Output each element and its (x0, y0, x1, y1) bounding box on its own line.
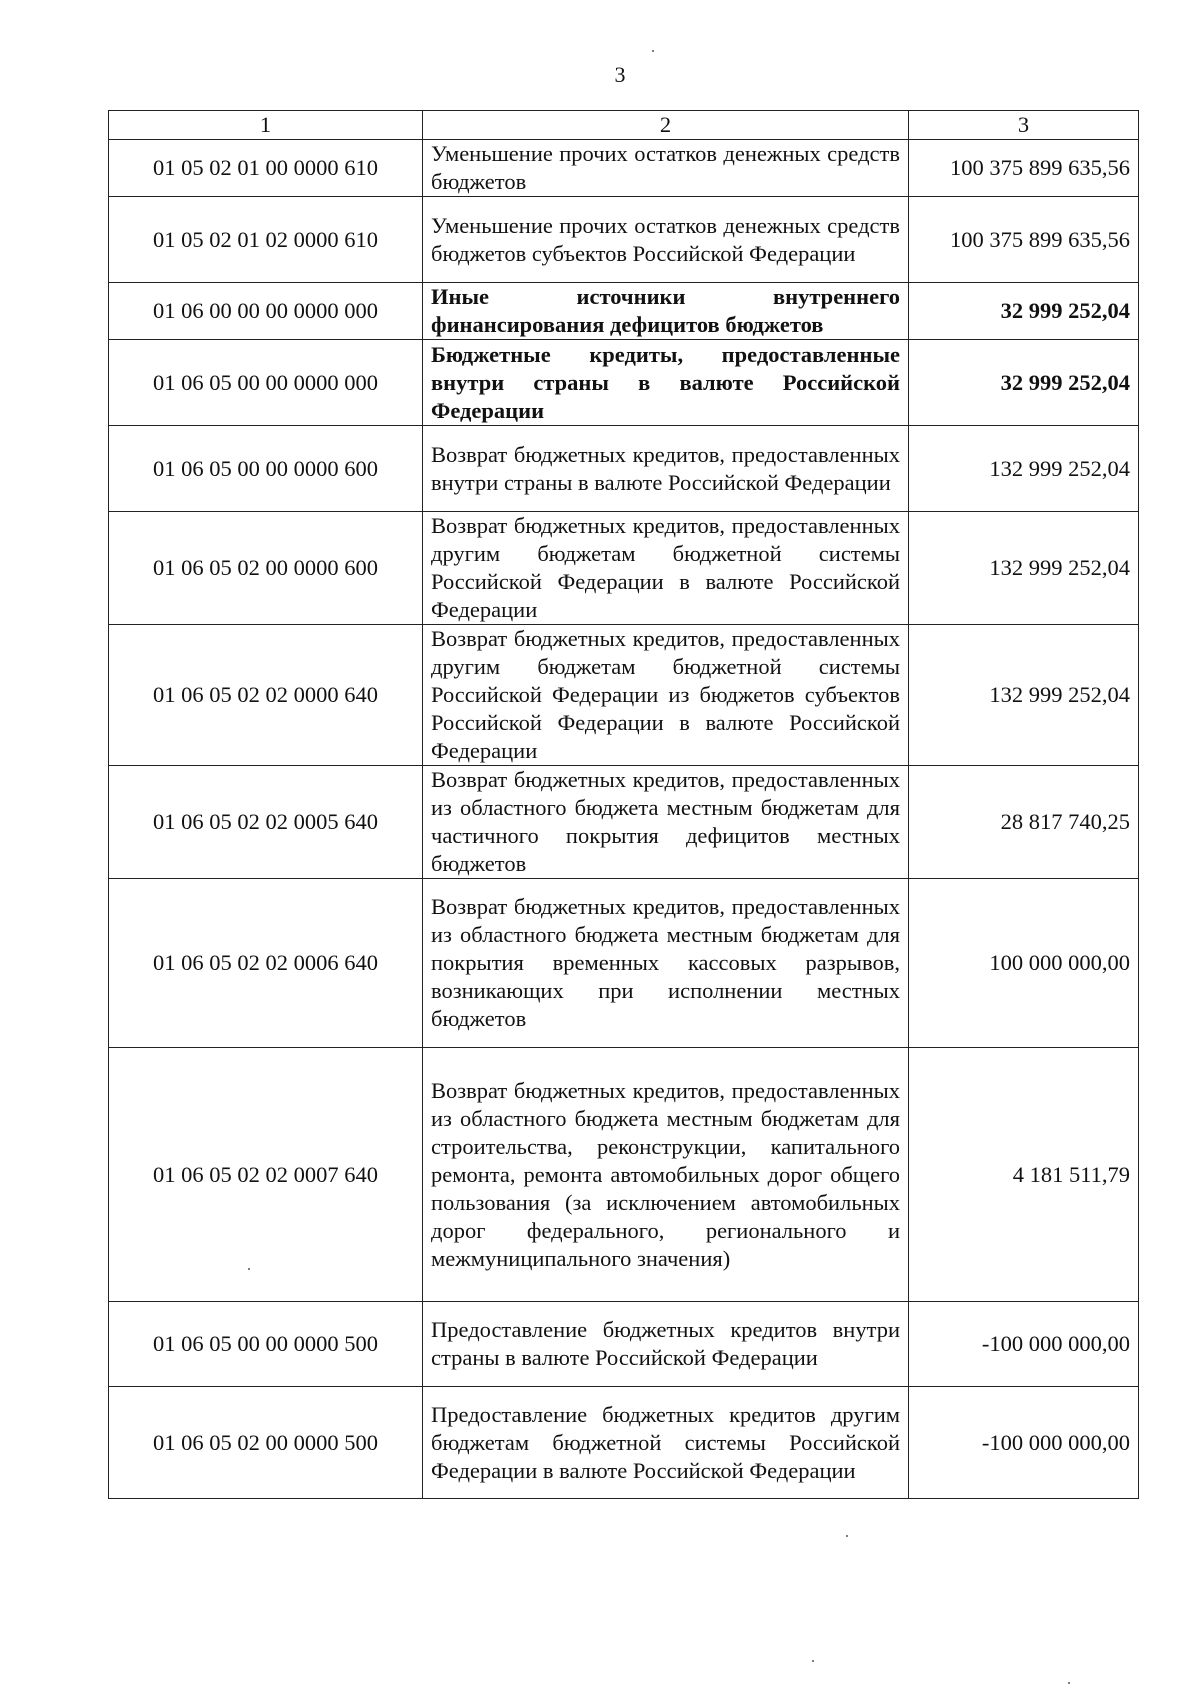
row-amount: 32 999 252,04 (909, 283, 1139, 340)
row-amount: 100 375 899 635,56 (909, 197, 1139, 283)
row-amount: 100 000 000,00 (909, 879, 1139, 1048)
row-name: Предоставление бюджетных кредитов внутри страны в валюте Российской Федерации (423, 1302, 909, 1387)
row-code: 01 05 02 01 00 0000 610 (109, 140, 423, 197)
row-name: Возврат бюджетных кредитов, предоставленных из областного бюджета местным бюджетам для частичного покрытия дефицитов местных бюджетов (423, 766, 909, 879)
table-row (109, 340, 1139, 426)
table-row (109, 766, 1139, 879)
table-row (109, 426, 1139, 512)
row-amount: 132 999 252,04 (909, 625, 1139, 766)
column-header-code: 1 (109, 111, 423, 140)
table-row (109, 283, 1139, 340)
table-row (109, 879, 1139, 1048)
page-number: 3 (614, 62, 626, 87)
row-code: 01 06 05 02 02 0000 640 (109, 625, 423, 766)
row-code: 01 06 05 00 00 0000 600 (109, 426, 423, 512)
table-header-row (109, 111, 1139, 140)
scan-speck (248, 1268, 250, 1270)
row-amount: 4 181 511,79 (909, 1048, 1139, 1302)
table-row (109, 197, 1139, 283)
row-name: Возврат бюджетных кредитов, предоставленных другим бюджетам бюджетной системы Российской Федерации из бюджетов субъектов Российской Федерации в валюте Российской Федерации (423, 625, 909, 766)
table-row (109, 512, 1139, 625)
row-code: 01 06 05 02 02 0007 640 (109, 1048, 423, 1302)
table-row (109, 140, 1139, 197)
row-code: 01 06 05 02 00 0000 500 (109, 1387, 423, 1499)
scan-speck (846, 1535, 848, 1537)
row-amount: 132 999 252,04 (909, 426, 1139, 512)
column-header-amount: 3 (909, 111, 1139, 140)
row-code: 01 06 00 00 00 0000 000 (109, 283, 423, 340)
row-name: Предоставление бюджетных кредитов другим бюджетам бюджетной системы Российской Федерации в валюте Российской Федерации (423, 1387, 909, 1499)
row-amount: -100 000 000,00 (909, 1387, 1139, 1499)
scan-speck (1068, 1682, 1070, 1684)
row-code: 01 06 05 02 00 0000 600 (109, 512, 423, 625)
table-row (109, 1048, 1139, 1302)
table-row (109, 1387, 1139, 1499)
row-code: 01 06 05 02 02 0005 640 (109, 766, 423, 879)
row-amount: 32 999 252,04 (909, 340, 1139, 426)
row-amount: 100 375 899 635,56 (909, 140, 1139, 197)
row-name: Бюджетные кредиты, предоставленные внутри страны в валюте Российской Федерации (423, 340, 909, 426)
row-code: 01 06 05 02 02 0006 640 (109, 879, 423, 1048)
scan-speck (652, 50, 654, 52)
row-name: Возврат бюджетных кредитов, предоставленных из областного бюджета местным бюджетам для строительства, реконструкции, капитального ремонта, ремонта автомобильных дорог общего пользования (за исключением автомобильных дорог федерального, регионального и межмуниципального значения) (423, 1048, 909, 1302)
row-name: Уменьшение прочих остатков денежных средств бюджетов субъектов Российской Федерации (423, 197, 909, 283)
row-code: 01 06 05 00 00 0000 000 (109, 340, 423, 426)
row-code: 01 06 05 00 00 0000 500 (109, 1302, 423, 1387)
row-name: Иные источники внутреннего финансирования дефицитов бюджетов (423, 283, 909, 340)
row-name: Возврат бюджетных кредитов, предоставленных другим бюджетам бюджетной системы Российской Федерации в валюте Российской Федерации (423, 512, 909, 625)
table-row (109, 1302, 1139, 1387)
row-amount: 28 817 740,25 (909, 766, 1139, 879)
scan-speck (812, 1660, 814, 1662)
row-name: Уменьшение прочих остатков денежных средств бюджетов (423, 140, 909, 197)
row-name: Возврат бюджетных кредитов, предоставленных внутри страны в валюте Российской Федерации (423, 426, 909, 512)
row-code: 01 05 02 01 02 0000 610 (109, 197, 423, 283)
column-header-name: 2 (423, 111, 909, 140)
row-amount: -100 000 000,00 (909, 1302, 1139, 1387)
row-name: Возврат бюджетных кредитов, предоставленных из областного бюджета местным бюджетам для покрытия временных кассовых разрывов, возникающих при исполнении местных бюджетов (423, 879, 909, 1048)
row-amount: 132 999 252,04 (909, 512, 1139, 625)
budget-sources-table (108, 110, 1139, 1499)
table-row (109, 625, 1139, 766)
